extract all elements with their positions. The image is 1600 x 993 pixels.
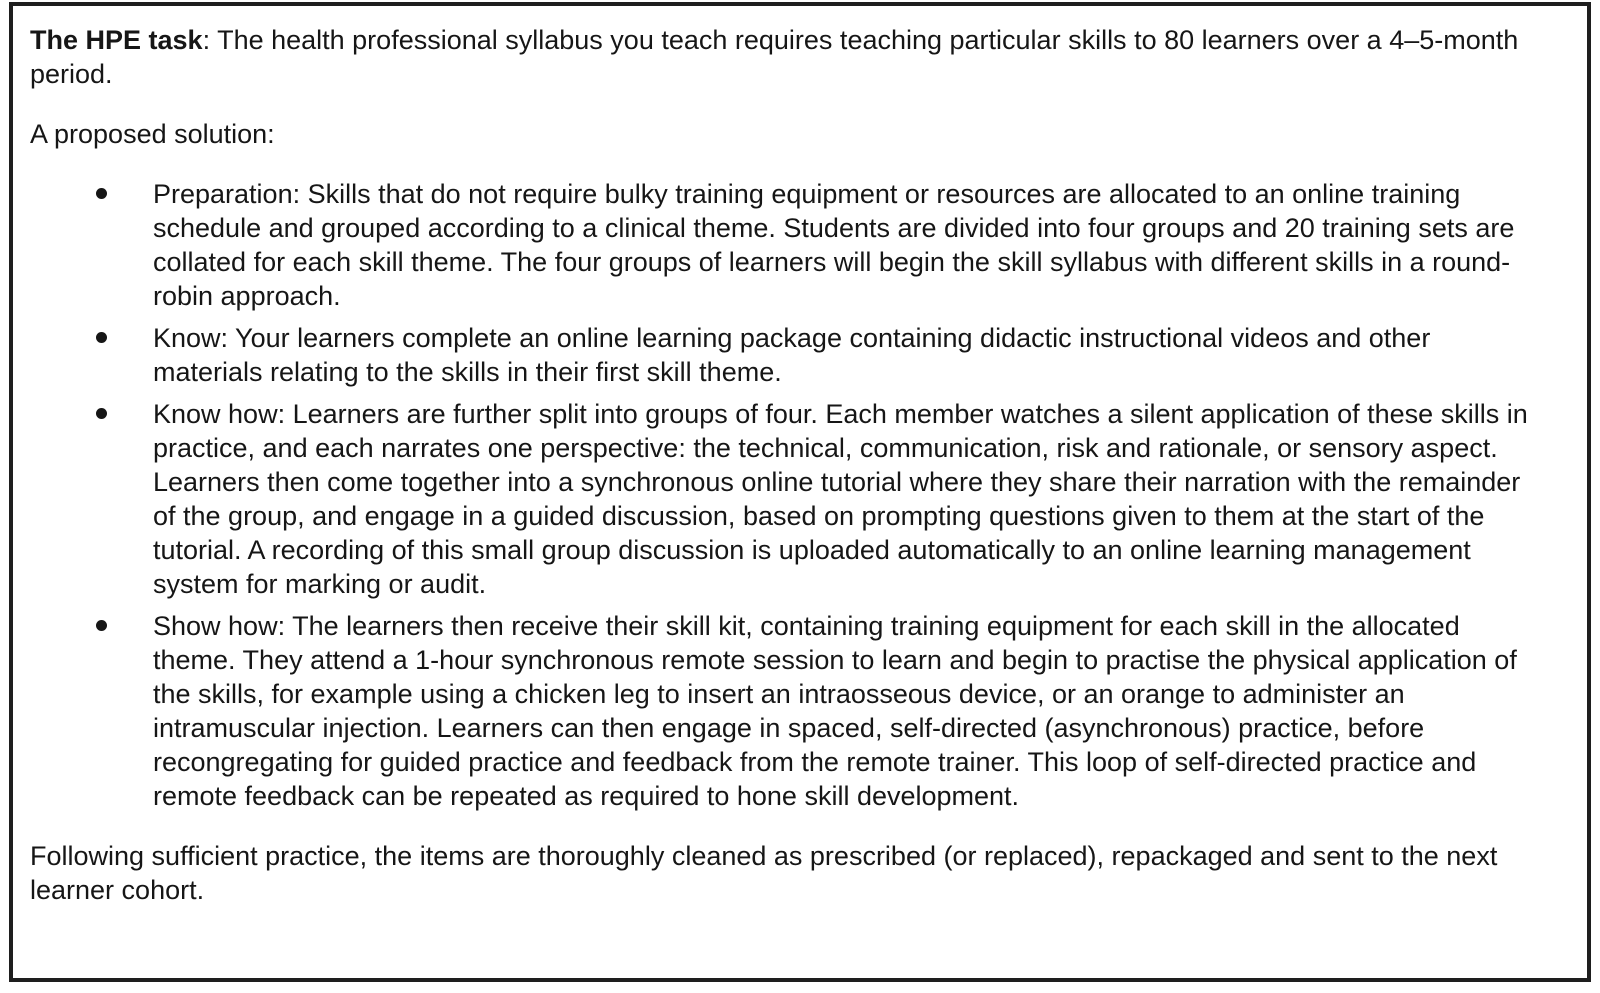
task-intro-paragraph	[30, 23, 1543, 91]
closing-paragraph: Following sufficient practice, the items are thoroughly cleaned as prescribed (or replaced), repackaged and sent to the next learner cohort.	[30, 841, 1498, 905]
task-title: The HPE task	[30, 25, 203, 55]
list-item-text: Show how: The learners then receive their skill kit, containing training equipment for each skill in the allocated theme. They attend a 1-hour synchronous remote session to learn and begin to practise the physical application of the skills, for example using a chicken leg to insert an intraosseous device, or an orange to administer an intramuscular injection. Learners can then engage in spaced, self-directed (asynchronous) practice, before recongregating for guided practice and feedback from the remote trainer. This loop of self-directed practice and remote feedback can be repeated as required to hone skill development.	[153, 611, 1517, 811]
list-item-preparation	[30, 177, 1543, 313]
list-item-text: Know: Your learners complete an online learning package containing didactic instructional videos and other materials relating to the skills in their first skill theme.	[153, 323, 1431, 387]
bullet-icon	[96, 620, 107, 631]
hpe-task-box	[9, 2, 1591, 982]
list-item-show-how	[30, 609, 1543, 813]
task-intro-text: : The health professional syllabus you teach requires teaching particular skills to 80 learners over a 4–5-month period.	[30, 25, 1519, 89]
list-item-text: Preparation: Skills that do not require bulky training equipment or resources are allocated to an online training schedule and grouped according to a clinical theme. Students are divided into four groups and 20 training sets are collated for each skill theme. The four groups of learners will begin the skill syllabus with different skills in a round-robin approach.	[153, 179, 1515, 311]
solution-steps-list	[30, 177, 1543, 813]
list-item-know	[30, 321, 1543, 389]
bullet-icon	[96, 408, 107, 419]
bullet-icon	[96, 332, 107, 343]
list-item-text: Know how: Learners are further split into groups of four. Each member watches a silent application of these skills in practice, and each narrates one perspective: the technical, communication, risk and rationale, or sensory aspect. Learners then come together into a synchronous online tutorial where they share their narration with the remainder of the group, and engage in a guided discussion, based on prompting questions given to them at the start of the tutorial. A recording of this small group discussion is uploaded automatically to an online learning management system for marking or audit.	[153, 399, 1528, 599]
bullet-icon	[96, 188, 107, 199]
proposed-solution-heading: A proposed solution:	[30, 119, 275, 149]
list-item-know-how	[30, 397, 1543, 601]
